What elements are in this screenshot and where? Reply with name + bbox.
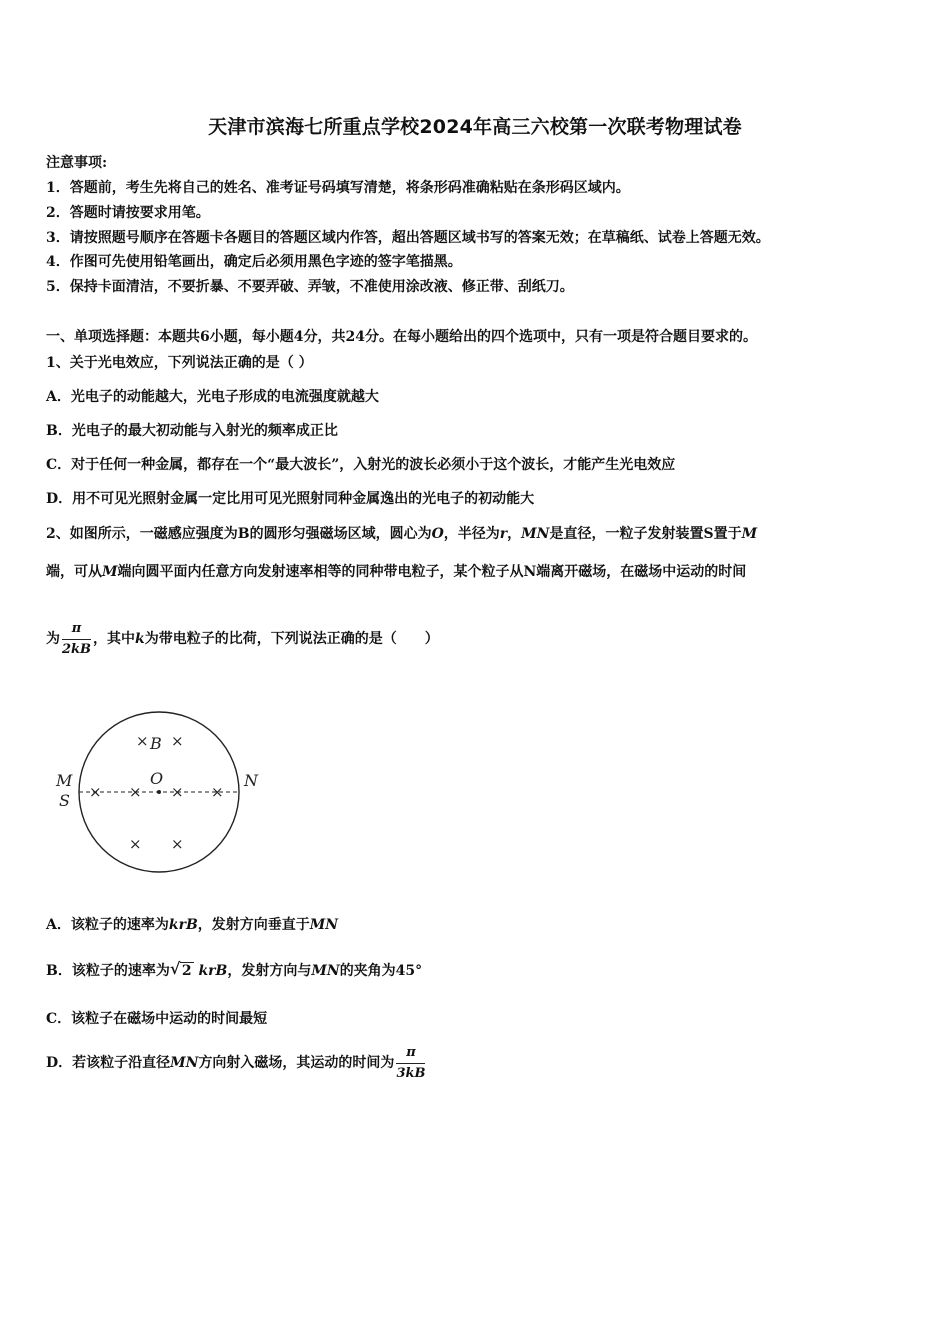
center-point — [157, 790, 161, 794]
question-1-option-b: B．光电子的最大初动能与入射光的频率成正比 — [46, 423, 338, 439]
question-2-option-b: B．该粒子的速率为 √ 2 krB，发射方向与MN的夹角为45° — [46, 959, 423, 979]
notice-item: 2．答题时请按要求用笔。 — [46, 205, 210, 221]
cross-mark: × — [211, 783, 224, 801]
section-heading: 一、单项选择题：本题共6小题，每小题4分，共24分。在每小题给出的四个选项中，只有一项是符合题目要求的。 — [46, 329, 757, 345]
question-2-stem-line3: 为 $\frac{\pi}{2kB}$ ，其中k为带电粒子的比荷，下列说法正确的是（ ） — [46, 621, 439, 657]
label-o: O — [150, 769, 164, 788]
label-s: S — [59, 791, 70, 810]
notice-item: 3．请按照题号顺序在答题卡各题目的答题区域内作答，超出答题区域书写的答案无效；在草稿纸、试卷上答题无效。 — [46, 230, 770, 246]
notice-item: 5．保持卡面清洁，不要折暴、不要弄破、弄皱，不准使用涂改液、修正带、刮纸刀。 — [46, 279, 574, 295]
cross-mark: × — [129, 783, 142, 801]
question-1-option-d: D．用不可见光照射金属一定比用可见光照射同种金属逸出的光电子的初动能大 — [46, 491, 535, 507]
question-2-option-c: C．该粒子在磁场中运动的时间最短 — [46, 1011, 268, 1027]
cross-mark: × — [89, 783, 102, 801]
question-1-stem: 1、关于光电效应，下列说法正确的是（ ） — [46, 355, 313, 371]
label-m: M — [56, 771, 73, 790]
page-title: 天津市滨海七所重点学校2024年高三六校第一次联考物理试卷 — [208, 116, 742, 138]
cross-mark: × — [171, 783, 184, 801]
question-2-option-a: A．该粒子的速率为krB，发射方向垂直于MN — [46, 917, 339, 933]
cross-mark: × — [171, 835, 184, 853]
cross-mark: × — [129, 835, 142, 853]
fraction-pi-over-2kB: $\frac{\pi}{2kB}$ — [62, 621, 92, 657]
label-n: N — [244, 771, 258, 790]
question-1-option-a: A．光电子的动能越大，光电子形成的电流强度就越大 — [46, 389, 379, 405]
notice-item: 4．作图可先使用铅笔画出，确定后必须用黑色字迹的签字笔描黑。 — [46, 254, 462, 270]
cross-mark: × — [171, 732, 184, 750]
question-2-stem-line2: 端，可从M端向圆平面内任意方向发射速率相等的同种带电粒子，某个粒子从N端离开磁场，在磁场中运动的时间 — [46, 564, 747, 580]
notice-heading: 注意事项: — [46, 155, 108, 171]
magnetic-field-diagram — [50, 700, 270, 880]
question-2-stem-line1: 2、如图所示，一磁感应强度为B的圆形匀强磁场区域，圆心为O，半径为r，MN是直径，一粒子发射装置S置于M — [46, 526, 758, 542]
label-b: B — [150, 734, 162, 753]
cross-mark: × — [136, 732, 149, 750]
question-1-option-c: C．对于任何一种金属，都存在一个“最大波长”，入射光的波长必须小于这个波长，才能产生光电效应 — [46, 457, 676, 473]
fraction-pi-over-3kB: $\frac{\pi}{3kB}$ — [396, 1045, 426, 1081]
sqrt-two: √ 2 — [169, 959, 192, 979]
question-2-option-d: D．若该粒子沿直径MN方向射入磁场，其运动的时间为 $\frac{\pi}{3kB}$ — [46, 1045, 426, 1081]
notice-item: 1．答题前，考生先将自己的姓名、准考证号码填写清楚，将条形码准确粘贴在条形码区域内。 — [46, 180, 630, 196]
